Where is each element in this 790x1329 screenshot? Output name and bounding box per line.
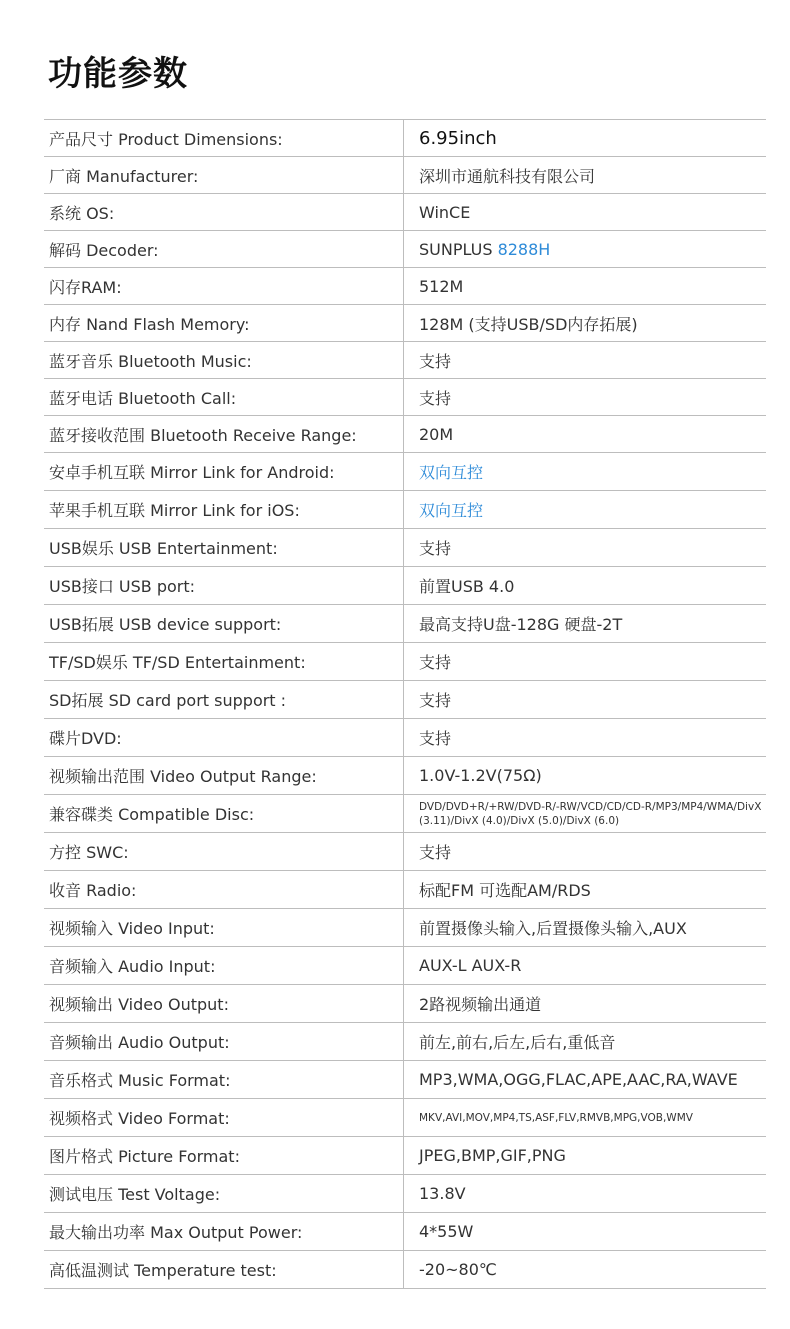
spec-label: 蓝牙接收范围 Bluetooth Receive Range:: [49, 425, 357, 445]
spec-row-max-output-power: [44, 1213, 766, 1251]
spec-label: 产品尺寸 Product Dimensions:: [49, 129, 283, 149]
decoder-model: 8288H: [497, 239, 551, 259]
spec-value: 前左,前右,后左,后右,重低音: [403, 1023, 766, 1060]
spec-label: 安卓手机互联 Mirror Link for Android:: [49, 463, 335, 482]
spec-value: 最高支持U盘-128G 硬盘-2T: [403, 605, 766, 642]
spec-value: 1.0V-1.2V(75Ω): [403, 757, 766, 794]
spec-value: 20M: [403, 416, 766, 452]
spec-label: 音频输入 Audio Input:: [49, 957, 216, 976]
spec-label: 图片格式 Picture Format:: [49, 1147, 240, 1166]
spec-label: 蓝牙音乐 Bluetooth Music:: [49, 351, 252, 371]
spec-value: 支持: [403, 379, 766, 415]
spec-row-video-output-range: [44, 757, 766, 795]
spec-value: 双向互控: [403, 453, 766, 490]
spec-row-bluetooth-range: [44, 416, 766, 453]
spec-value: 支持: [403, 833, 766, 870]
spec-row-flash-memory: [44, 305, 766, 342]
spec-label: 最大输出功率 Max Output Power:: [49, 1223, 303, 1242]
spec-value: 双向互控: [403, 491, 766, 528]
spec-row-manufacturer: [44, 157, 766, 194]
spec-label: 蓝牙电话 Bluetooth Call:: [49, 388, 237, 408]
spec-row-video-format: [44, 1099, 766, 1137]
spec-label: 视频输出范围 Video Output Range:: [49, 767, 317, 786]
spec-value: 支持: [403, 681, 766, 718]
spec-label: USB拓展 USB device support:: [49, 615, 282, 634]
spec-table: [44, 119, 766, 1289]
spec-value: 6.95inch: [403, 120, 766, 156]
spec-label: 内存 Nand Flash Memory:: [49, 314, 250, 334]
spec-row-tfsd-entertainment: [44, 643, 766, 681]
spec-row-bluetooth-music: [44, 342, 766, 379]
spec-value: 13.8V: [403, 1175, 766, 1212]
spec-row-mirror-ios: [44, 491, 766, 529]
spec-value: 前置USB 4.0: [403, 567, 766, 604]
spec-label: USB接口 USB port:: [49, 577, 196, 596]
spec-value: WinCE: [403, 194, 766, 230]
spec-value: DVD/DVD+R/+RW/DVD-R/-RW/VCD/CD/CD-R/MP3/MP4/WMA/DivX (3.11)/DivX (4.0)/DivX (5.0)/DivX (6.0): [403, 795, 766, 832]
spec-row-ram: [44, 268, 766, 305]
spec-value: JPEG,BMP,GIF,PNG: [403, 1137, 766, 1174]
spec-row-temperature-test: [44, 1251, 766, 1289]
spec-row-picture-format: [44, 1137, 766, 1175]
spec-label: 音乐格式 Music Format:: [49, 1071, 231, 1090]
spec-label: 解码 Decoder:: [49, 240, 159, 260]
spec-row-usb-support: [44, 605, 766, 643]
spec-row-sd-support: [44, 681, 766, 719]
spec-row-compatible-disc: [44, 795, 766, 833]
spec-value: -20~80℃: [403, 1251, 766, 1288]
spec-row-mirror-android: [44, 453, 766, 491]
spec-label: 视频输入 Video Input:: [49, 919, 215, 938]
spec-row-video-input: [44, 909, 766, 947]
spec-row-audio-input: [44, 947, 766, 985]
spec-label: 系统 OS:: [49, 203, 115, 223]
spec-value: 支持: [403, 529, 766, 566]
spec-label: 音频输出 Audio Output:: [49, 1033, 230, 1052]
spec-row-usb-port: [44, 567, 766, 605]
spec-label: 测试电压 Test Voltage:: [49, 1185, 221, 1204]
spec-value: MP3,WMA,OGG,FLAC,APE,AAC,RA,WAVE: [403, 1061, 766, 1098]
spec-label: 苹果手机互联 Mirror Link for iOS:: [49, 501, 300, 520]
spec-value: 512M: [403, 268, 766, 304]
spec-value: 前置摄像头输入,后置摄像头输入,AUX: [403, 909, 766, 946]
spec-label: 碟片DVD:: [49, 729, 122, 748]
spec-row-os: [44, 194, 766, 231]
spec-value: MKV,AVI,MOV,MP4,TS,ASF,FLV,RMVB,MPG,VOB,WMV: [403, 1099, 766, 1136]
decoder-brand: SUNPLUS: [419, 239, 493, 259]
spec-label: 收音 Radio:: [49, 881, 137, 900]
spec-label: USB娱乐 USB Entertainment:: [49, 539, 278, 558]
spec-label: 兼容碟类 Compatible Disc:: [49, 805, 255, 824]
spec-label: 视频格式 Video Format:: [49, 1109, 230, 1128]
spec-row-video-output: [44, 985, 766, 1023]
spec-row-dvd: [44, 719, 766, 757]
spec-row-swc: [44, 833, 766, 871]
spec-value: 128M (支持USB/SD内存拓展): [403, 305, 766, 341]
spec-value: 支持: [403, 719, 766, 756]
spec-row-decoder: [44, 231, 766, 268]
spec-row-radio: [44, 871, 766, 909]
spec-row-bluetooth-call: [44, 379, 766, 416]
spec-row-usb-entertainment: [44, 529, 766, 567]
spec-row-test-voltage: [44, 1175, 766, 1213]
spec-value: 支持: [403, 643, 766, 680]
spec-label: 闪存RAM:: [49, 277, 122, 297]
spec-label: 厂商 Manufacturer:: [49, 166, 199, 186]
spec-value: [403, 231, 766, 267]
spec-value: 支持: [403, 342, 766, 378]
spec-label: 方控 SWC:: [49, 843, 129, 862]
spec-label: TF/SD娱乐 TF/SD Entertainment:: [49, 653, 306, 672]
spec-label: SD拓展 SD card port support :: [49, 691, 287, 710]
page-title: 功能参数: [48, 54, 188, 94]
spec-row-music-format: [44, 1061, 766, 1099]
spec-row-audio-output: [44, 1023, 766, 1061]
spec-label: 高低温测试 Temperature test:: [49, 1261, 277, 1280]
spec-label: 视频输出 Video Output:: [49, 995, 229, 1014]
spec-value: 深圳市通航科技有限公司: [403, 157, 766, 193]
spec-value: 4*55W: [403, 1213, 766, 1250]
spec-value: 标配FM 可选配AM/RDS: [403, 871, 766, 908]
spec-value: AUX-L AUX-R: [403, 947, 766, 984]
spec-row-dimensions: [44, 120, 766, 157]
spec-value: 2路视频输出通道: [403, 985, 766, 1022]
